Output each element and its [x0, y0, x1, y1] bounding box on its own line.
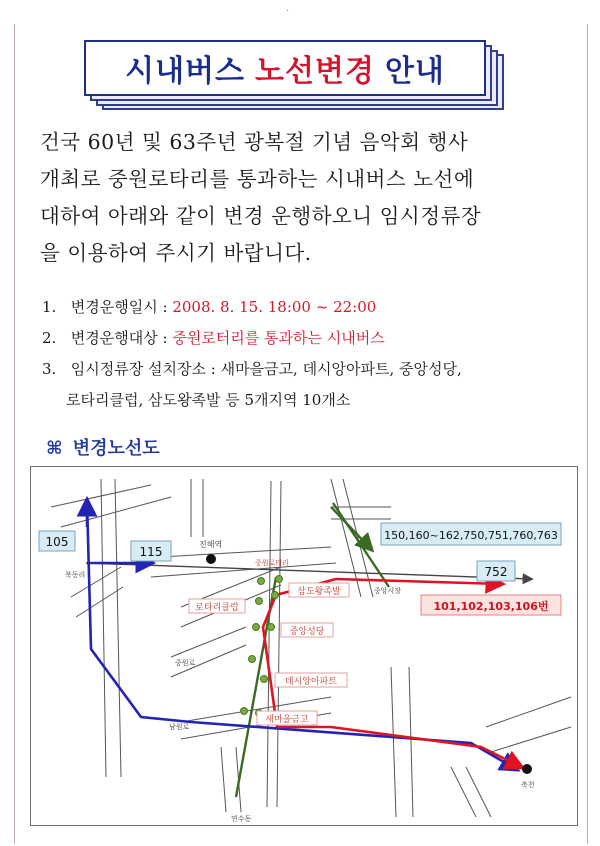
svg-text:진해역: 진해역 — [199, 540, 223, 549]
item-label: 변경운행일시 : — [70, 298, 168, 316]
detail-item-stops-continued — [42, 385, 582, 416]
svg-text:115: 115 — [139, 545, 163, 559]
item-value: 새마을금고, 데시앙아파트, 중앙성당, — [220, 360, 462, 378]
route-box-red-group — [421, 595, 561, 615]
route-heading-text: 변경노선도 — [72, 438, 160, 459]
green-route-arrow — [331, 507, 371, 549]
intro-line-1: 건국 60년 및 63주년 광복절 기념 음악회 행사 — [40, 130, 469, 154]
route-box-752 — [477, 561, 515, 581]
item-number: 2. — [42, 329, 57, 347]
green-route — [236, 503, 389, 797]
title-banner — [84, 40, 486, 96]
route-map-heading — [46, 434, 160, 460]
svg-text:데시앙아파트: 데시앙아파트 — [284, 677, 338, 687]
detail-item-date — [42, 292, 582, 323]
top-crop-mark: · — [286, 6, 290, 17]
svg-text:105: 105 — [45, 535, 69, 549]
title-part-1: 시내버스 — [125, 54, 246, 89]
route-box-105 — [39, 531, 75, 551]
temporary-stops — [241, 576, 283, 717]
details-list — [42, 292, 582, 416]
detail-item-target — [42, 323, 582, 354]
station-dot-right — [522, 764, 532, 774]
svg-text:로타리클럽: 로타리클럽 — [195, 603, 239, 613]
item-label: 변경운행대상 : — [70, 329, 168, 347]
intro-paragraph — [40, 124, 570, 272]
intro-line-3: 대하여 아래와 같이 변경 운행하오니 임시정류장 — [40, 204, 482, 228]
svg-text:축천: 축천 — [521, 781, 535, 789]
svg-text:연수동: 연수동 — [231, 815, 252, 823]
svg-text:중앙성당: 중앙성당 — [289, 627, 325, 637]
svg-text:101,102,103,106번: 101,102,103,106번 — [433, 600, 549, 613]
red-route-south — [277, 727, 521, 767]
detail-item-stops — [42, 354, 582, 385]
svg-text:북동리: 북동리 — [65, 571, 86, 579]
intro-line-4: 을 이용하여 주시기 바랍니다. — [40, 241, 312, 265]
route-map-svg — [31, 467, 578, 826]
svg-text:150,160~162,750,751,760,763: 150,160~162,750,751,760,763 — [384, 529, 558, 542]
intro-line-2: 개최로 중원로타리를 통과하는 시내버스 노선에 — [40, 167, 475, 191]
item-label: 임시정류장 설치장소 : — [70, 360, 216, 378]
svg-text:752: 752 — [484, 565, 508, 579]
item-value: 중원로터리를 통과하는 시내버스 — [172, 329, 385, 347]
station-dot-jinhae — [206, 554, 216, 564]
item-value-line-2: 로타리클럽, 삼도왕족발 등 5개지역 10개소 — [66, 391, 351, 409]
route-map — [30, 466, 578, 826]
svg-text:중앙시장: 중앙시장 — [374, 587, 402, 595]
svg-text:삼도왕족발: 삼도왕족발 — [297, 587, 341, 597]
title-part-2: 노선변경 — [255, 54, 375, 89]
command-symbol-icon: ⌘ — [46, 438, 63, 459]
title-part-3: 안내 — [384, 54, 445, 89]
route-box-115 — [131, 541, 171, 561]
route-box-top-group — [381, 523, 561, 545]
svg-text:중원로터리: 중원로터리 — [255, 559, 289, 567]
svg-text:중원로: 중원로 — [175, 659, 196, 667]
svg-text:새마을금고: 새마을금고 — [265, 715, 309, 725]
item-value: 2008. 8. 15. 18:00 ~ 22:00 — [172, 298, 377, 316]
item-number: 3. — [42, 360, 57, 378]
svg-text:남원로: 남원로 — [169, 723, 190, 731]
item-number: 1. — [42, 298, 57, 316]
